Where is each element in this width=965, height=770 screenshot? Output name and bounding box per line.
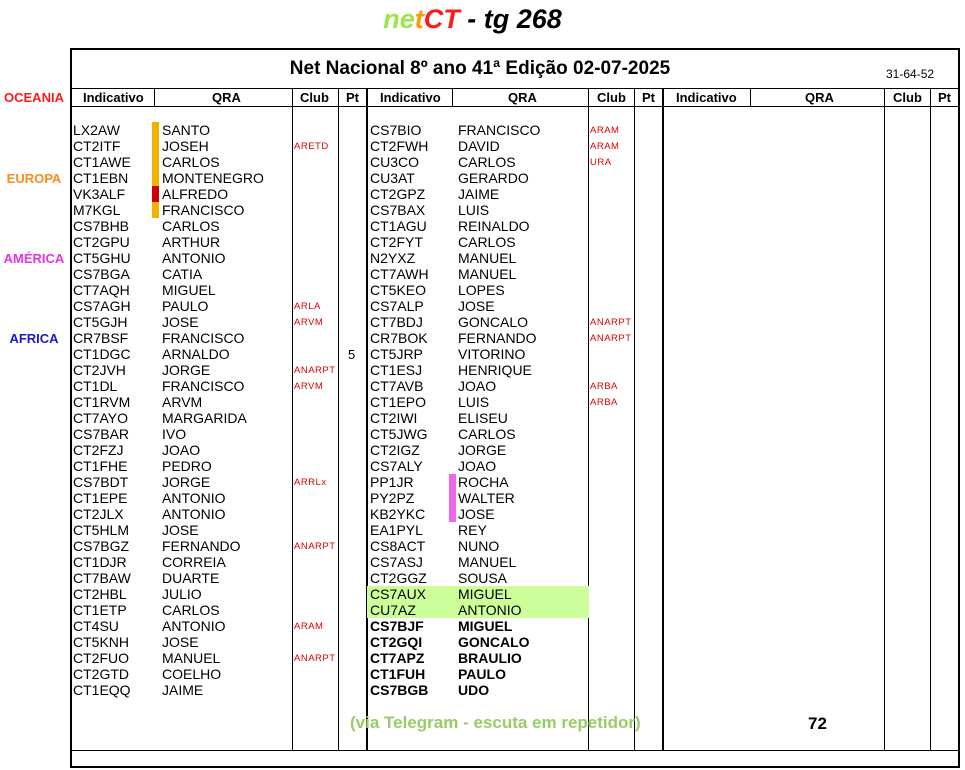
points-cell: 5 [348,347,356,362]
callsign-cell: CT2IWI [370,410,418,426]
callsign-cell: CT1EQQ [73,682,131,698]
qra-cell: ELISEU [458,410,508,426]
qra-cell: ARVM [162,394,203,410]
callsign-cell: CS7BGA [73,266,130,282]
col-header-club: Club [597,90,626,105]
callsign-cell: CT1ETP [73,602,127,618]
qra-cell: UDO [458,682,490,698]
qra-cell: MIGUEL [162,282,216,298]
col-divider [750,88,751,106]
qra-cell: CARLOS [458,426,516,442]
callsign-cell: CS7BHB [73,218,130,234]
qra-cell: JORGE [162,474,211,490]
region-america: AMÉRICA [3,251,65,266]
qra-cell: JOSEH [162,138,209,154]
callsign-cell: VK3ALF [73,186,126,202]
qra-cell: JULIO [162,586,202,602]
footer-note: (via Telegram - escuta em repetidor) [350,713,641,732]
callsign-cell: CT1RVM [73,394,131,410]
qra-cell: LOPES [458,282,505,298]
qra-cell: ANTONIO [162,250,226,266]
callsign-cell: CT1FUH [370,666,426,682]
sheet-subtitle: Net Nacional 8º ano 41ª Edição 02-07-2025 [289,58,671,79]
qra-cell: FRANCISCO [162,330,245,346]
status-marker [449,490,456,506]
callsign-cell: CS7AGH [73,298,131,314]
col-divider [588,88,589,750]
callsign-cell: CS7BAX [370,202,426,218]
club-cell: ARAM [294,621,324,632]
qra-cell: ANTONIO [458,602,522,618]
footer-divider [70,750,960,751]
callsign-cell: EA1PYL [370,522,423,538]
callsign-cell: CT2GPU [73,234,130,250]
col-divider [884,88,885,750]
callsign-cell: CS7ALP [370,298,424,314]
club-cell: URA [590,157,612,168]
title-part: ne [383,4,415,34]
qra-cell: MANUEL [162,650,221,666]
qra-cell: MANUEL [458,250,517,266]
callsign-cell: CT1EBN [73,170,129,186]
qra-cell: ALFREDO [162,186,229,202]
qra-cell: CATIA [162,266,203,282]
club-cell: ANARPT [294,541,336,552]
callsign-cell: CT5KEO [370,282,427,298]
callsign-cell: CS7BIO [370,122,422,138]
callsign-cell: CS8ACT [370,538,426,554]
col-divider [634,88,635,750]
callsign-cell: CT1FHE [73,458,128,474]
qra-cell: FERNANDO [162,538,241,554]
callsign-cell: CT4SU [73,618,119,634]
callsign-cell: CT2ITF [73,138,121,154]
callsign-cell: CT2FZJ [73,442,124,458]
status-marker [152,122,159,138]
qra-cell: JOAO [458,458,497,474]
col-header-qra: QRA [212,90,241,105]
page-title [0,4,945,35]
callsign-cell: PY2PZ [370,490,415,506]
club-cell: ARBA [590,397,618,408]
club-cell: ARETD [294,141,329,152]
qra-cell: GONCALO [458,634,530,650]
qra-cell: ANTONIO [162,490,226,506]
qra-cell: MIGUEL [458,618,513,634]
qra-cell: JOSE [162,314,199,330]
title-part: - tg 268 [459,4,562,34]
status-marker [152,170,159,186]
callsign-cell: CT7BDJ [370,314,423,330]
club-cell: ARAM [590,141,620,152]
qra-cell: MANUEL [458,266,517,282]
total-count: 72 [808,714,827,733]
qra-cell: BRAULIO [458,650,522,666]
col-divider [452,88,453,106]
status-marker [152,154,159,170]
qra-cell: ANTONIO [162,618,226,634]
col-header-callsign: Indicativo [676,90,737,105]
header-divider [70,88,960,89]
qra-cell: JOAO [458,378,497,394]
region-europa: EUROPA [6,171,62,186]
qra-cell: PEDRO [162,458,212,474]
qra-cell: ANTONIO [162,506,226,522]
col-divider [662,88,664,750]
col-header-pt: Pt [346,90,359,105]
status-marker [449,474,456,490]
callsign-cell: CT1AGU [370,218,427,234]
qra-cell: ARTHUR [162,234,221,250]
qra-cell: SOUSA [458,570,508,586]
callsign-cell: CT2GQI [370,634,423,650]
qra-cell: CARLOS [458,234,516,250]
callsign-cell: CT5GHU [73,250,131,266]
col-header-callsign: Indicativo [380,90,441,105]
sheet-code: 31-64-52 [886,67,935,81]
qra-cell: SANTO [162,122,210,138]
callsign-cell: CT7AQH [73,282,130,298]
callsign-cell: CR7BOK [370,330,428,346]
qra-cell: JAIME [162,682,204,698]
qra-cell: VITORINO [458,346,526,362]
callsign-cell: PP1JR [370,474,414,490]
callsign-cell: CR7BSF [73,330,129,346]
qra-cell: CARLOS [458,154,516,170]
club-cell: ARVM [294,381,324,392]
callsign-cell: CT7AVB [370,378,424,394]
qra-cell: ROCHA [458,474,509,490]
qra-cell: JAIME [458,186,500,202]
qra-cell: JOAO [162,442,201,458]
callsign-cell: CT2IGZ [370,442,420,458]
callsign-cell: CT7BAW [73,570,131,586]
club-cell: ANARPT [590,317,632,328]
callsign-cell: CT2JVH [73,362,126,378]
status-marker [152,138,159,154]
qra-cell: PAULO [162,298,209,314]
qra-cell: LUIS [458,202,490,218]
column-header-divider [70,106,960,107]
col-header-pt: Pt [642,90,655,105]
callsign-cell: CT1ESJ [370,362,423,378]
qra-cell: JORGE [162,362,211,378]
qra-cell: GERARDO [458,170,529,186]
col-header-qra: QRA [508,90,537,105]
callsign-cell: CT2GPZ [370,186,426,202]
status-marker [152,186,159,202]
col-divider [930,88,931,750]
qra-cell: MARGARIDA [162,410,247,426]
qra-cell: CARLOS [162,154,220,170]
qra-cell: DUARTE [162,570,220,586]
callsign-cell: CU3CO [370,154,420,170]
callsign-cell: CT2GTD [73,666,129,682]
qra-cell: REY [458,522,487,538]
qra-cell: FERNANDO [458,330,537,346]
qra-cell: FRANCISCO [162,378,245,394]
callsign-cell: CT5GJH [73,314,128,330]
region-oceania: OCEANIA [4,90,64,105]
club-cell: ARBA [590,381,618,392]
callsign-cell: CT1AWE [73,154,131,170]
qra-cell: FRANCISCO [162,202,245,218]
callsign-cell: CT7AYO [73,410,128,426]
qra-cell: CARLOS [162,602,220,618]
callsign-cell: CT5HLM [73,522,130,538]
col-divider [366,88,368,750]
callsign-cell: CS7BDT [73,474,129,490]
col-header-qra: QRA [805,90,834,105]
callsign-cell: KB2YKC [370,506,426,522]
qra-cell: JOSE [458,298,495,314]
callsign-cell: CU7AZ [370,602,416,618]
callsign-cell: CT1DGC [73,346,131,362]
callsign-cell: CT7APZ [370,650,425,666]
callsign-cell: CS7AUX [370,586,427,602]
club-cell: ARAM [590,125,620,136]
region-africa: AFRICA [9,331,59,346]
col-header-club: Club [893,90,922,105]
col-divider [292,88,293,750]
callsign-cell: CT5JWG [370,426,428,442]
club-cell: ANARPT [294,653,336,664]
callsign-cell: CT2JLX [73,506,124,522]
qra-cell: WALTER [458,490,515,506]
callsign-cell: CS7BGB [370,682,429,698]
callsign-cell: CT2GGZ [370,570,427,586]
qra-cell: MIGUEL [458,586,512,602]
qra-cell: IVO [162,426,187,442]
callsign-cell: CS7BAR [73,426,130,442]
callsign-cell: CT5JRP [370,346,423,362]
qra-cell: ARNALDO [162,346,230,362]
callsign-cell: CT7AWH [370,266,429,282]
callsign-cell: CT2FWH [370,138,429,154]
club-cell: ANARPT [294,365,336,376]
qra-cell: JOSE [162,522,199,538]
callsign-cell: CT1EPE [73,490,128,506]
qra-cell: HENRIQUE [458,362,532,378]
callsign-cell: CU3AT [370,170,415,186]
status-marker [449,506,456,522]
col-divider [154,88,155,106]
qra-cell: DAVID [458,138,500,154]
qra-cell: JOSE [162,634,199,650]
col-header-club: Club [300,90,329,105]
callsign-cell: CT1DL [73,378,118,394]
qra-cell: FRANCISCO [458,122,541,138]
qra-cell: MONTENEGRO [162,170,264,186]
qra-cell: JOSE [458,506,495,522]
club-cell: ANARPT [590,333,632,344]
qra-cell: LUIS [458,394,490,410]
callsign-cell: CT1EPO [370,394,427,410]
qra-cell: CORREIA [162,554,226,570]
col-header-callsign: Indicativo [83,90,144,105]
callsign-cell: LX2AW [73,122,120,138]
qra-cell: JORGE [458,442,507,458]
callsign-cell: CT5KNH [73,634,130,650]
club-cell: ARLA [294,301,321,312]
callsign-cell: CS7BGZ [73,538,130,554]
club-cell: ARVM [294,317,324,328]
qra-cell: REINALDO [458,218,530,234]
col-divider [338,88,339,750]
callsign-cell: CT2FYT [370,234,423,250]
club-cell: ARRLx [294,477,327,488]
callsign-cell: CS7ASJ [370,554,423,570]
qra-cell: COELHO [162,666,222,682]
col-header-pt: Pt [938,90,951,105]
qra-cell: GONCALO [458,314,529,330]
callsign-cell: CS7ALY [370,458,423,474]
qra-cell: CARLOS [162,218,220,234]
callsign-cell: CT1DJR [73,554,127,570]
status-marker [152,202,159,218]
callsign-cell: CS7BJF [370,618,424,634]
qra-cell: NUNO [458,538,500,554]
qra-cell: PAULO [458,666,506,682]
callsign-cell: CT2HBL [73,586,127,602]
title-part: CT [423,4,460,34]
qra-cell: MANUEL [458,554,517,570]
title-part: t [414,4,424,34]
callsign-cell: N2YXZ [370,250,416,266]
callsign-cell: CT2FUO [73,650,129,666]
callsign-cell: M7KGL [73,202,121,218]
